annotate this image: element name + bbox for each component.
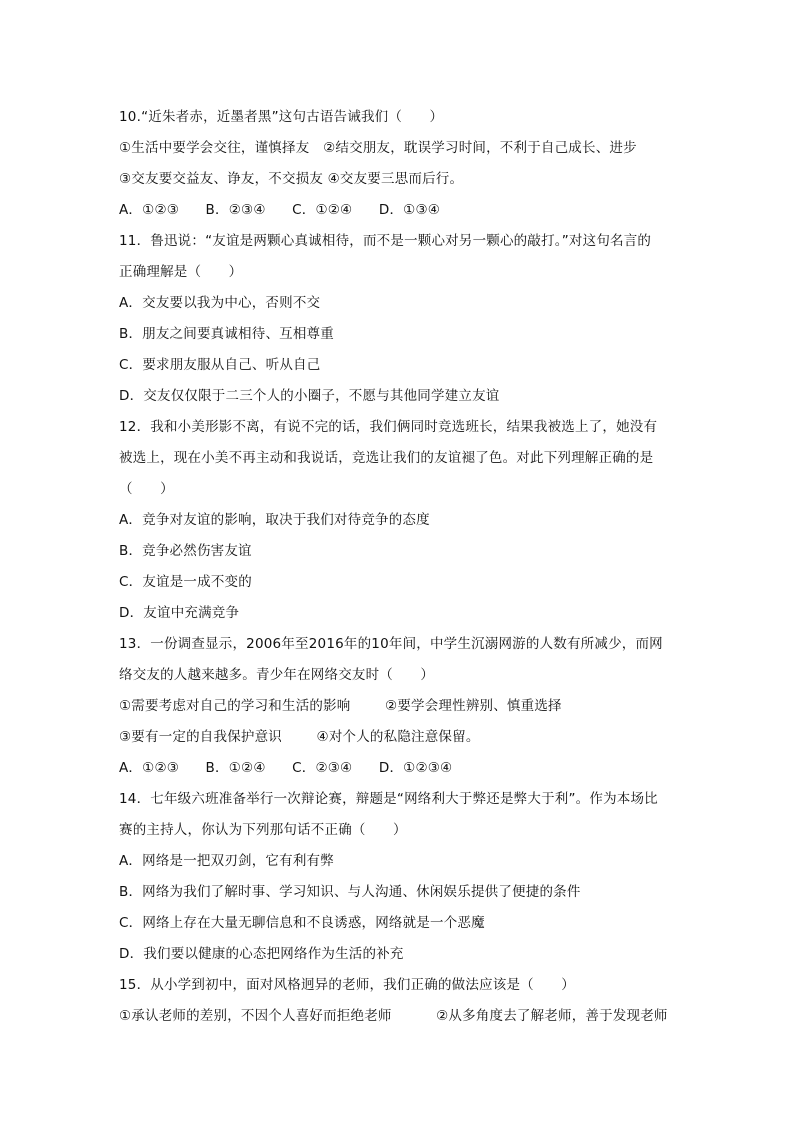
q13-statement-3: ③要有一定的自我保护意识: [119, 729, 283, 745]
q14-option-d: D．我们要以健康的心态把网络作为生活的补充: [119, 946, 404, 962]
q12-stem-line-2: 被选上，现在小美不再主动和我说话，竞选让我们的友谊褪了色。对此下列理解正确的是: [119, 450, 654, 466]
q13-statement-1: ①需要考虑对自己的学习和生活的影响: [119, 698, 351, 714]
q10-options: [119, 195, 679, 226]
q10-stem: 10.“近朱者赤，近墨者黑”这句古语告诫我们（ ）: [119, 109, 444, 125]
q13-option-a: A．①②③: [119, 760, 180, 776]
q14-option-a: A．网络是一把双刃剑，它有利有弊: [119, 853, 334, 869]
q10-statement-line-2: ③交友要交益友、诤友，不交损友 ④交友要三思而后行。: [119, 171, 464, 187]
q13-option-c: C．②③④: [292, 760, 353, 776]
q10-option-c: C．①②④: [292, 202, 353, 218]
q12-stem-line-3: （ ）: [119, 481, 174, 497]
q12-option-a: A．竞争对友谊的影响，取决于我们对待竞争的态度: [119, 512, 430, 528]
q13-statements-row-1: [119, 691, 679, 722]
q15-statements-row-1: [119, 1001, 679, 1032]
q13-options: [119, 753, 679, 784]
q14-option-b: B．网络为我们了解时事、学习知识、与人沟通、休闲娱乐提供了便捷的条件: [119, 884, 581, 900]
q14-stem-line-1: 14．七年级六班准备举行一次辩论赛，辩题是“网络利大于弊还是弊大于利”。作为本场比: [119, 791, 658, 807]
q12-option-d: D．友谊中充满竞争: [119, 605, 240, 621]
q11-option-a: A．交友要以我为中心，否则不交: [119, 295, 321, 311]
q13-option-b: B．①②④: [205, 760, 266, 776]
q10-option-b: B．②③④: [205, 202, 266, 218]
q12-option-b: B．竞争必然伤害友谊: [119, 543, 252, 559]
q11-option-d: D．交友仅仅限于二三个人的小圈子，不愿与其他同学建立友谊: [119, 388, 500, 404]
q14-option-c: C．网络上存在大量无聊信息和不良诱惑，网络就是一个恶魔: [119, 915, 485, 931]
q10-statement-line-1: ①生活中要学会交往，谨慎择友 ②结交朋友，耽误学习时间，不利于自己成长、进步: [119, 140, 637, 156]
q13-statement-4: ④对个人的私隐注意保留。: [316, 729, 480, 745]
q12-stem-line-1: 12．我和小美形影不离，有说不完的话，我们俩同时竞选班长，结果我被选上了，她没有: [119, 419, 658, 435]
q11-option-c: C．要求朋友服从自己、听从自己: [119, 357, 321, 373]
q11-stem-line-2: 正确理解是（ ）: [119, 264, 243, 280]
q14-stem-line-2: 赛的主持人，你认为下列那句话不正确（ ）: [119, 822, 407, 838]
q15-statement-2: ②从多角度去了解老师，善于发现老师: [436, 1008, 668, 1024]
q13-statements-row-2: [119, 722, 679, 753]
q13-stem-line-2: 络交友的人越来越多。青少年在网络交友时（ ）: [119, 667, 435, 683]
q11-option-b: B．朋友之间要真诚相待、互相尊重: [119, 326, 334, 342]
q13-option-d: D．①②③④: [378, 760, 453, 776]
question-list: [119, 102, 679, 1032]
q10-option-d: D．①③④: [378, 202, 441, 218]
q15-stem: 15．从小学到初中，面对风格迥异的老师，我们正确的做法应该是（ ）: [119, 977, 575, 993]
q11-stem-line-1: 11．鲁迅说：“友谊是两颗心真诚相待，而不是一颗心对另一颗心的敲打。”对这句名言的: [119, 233, 652, 249]
q15-statement-1: ①承认老师的差别，不因个人喜好而拒绝老师: [119, 1008, 392, 1024]
q13-stem-line-1: 13．一份调查显示，2006年至2016年的10年间，中学生沉溺网游的人数有所减少，而网: [119, 636, 663, 652]
q13-statement-2: ②要学会理性辨别、慎重选择: [385, 698, 562, 714]
q12-option-c: C．友谊是一成不变的: [119, 574, 252, 590]
q10-option-a: A．①②③: [119, 202, 180, 218]
